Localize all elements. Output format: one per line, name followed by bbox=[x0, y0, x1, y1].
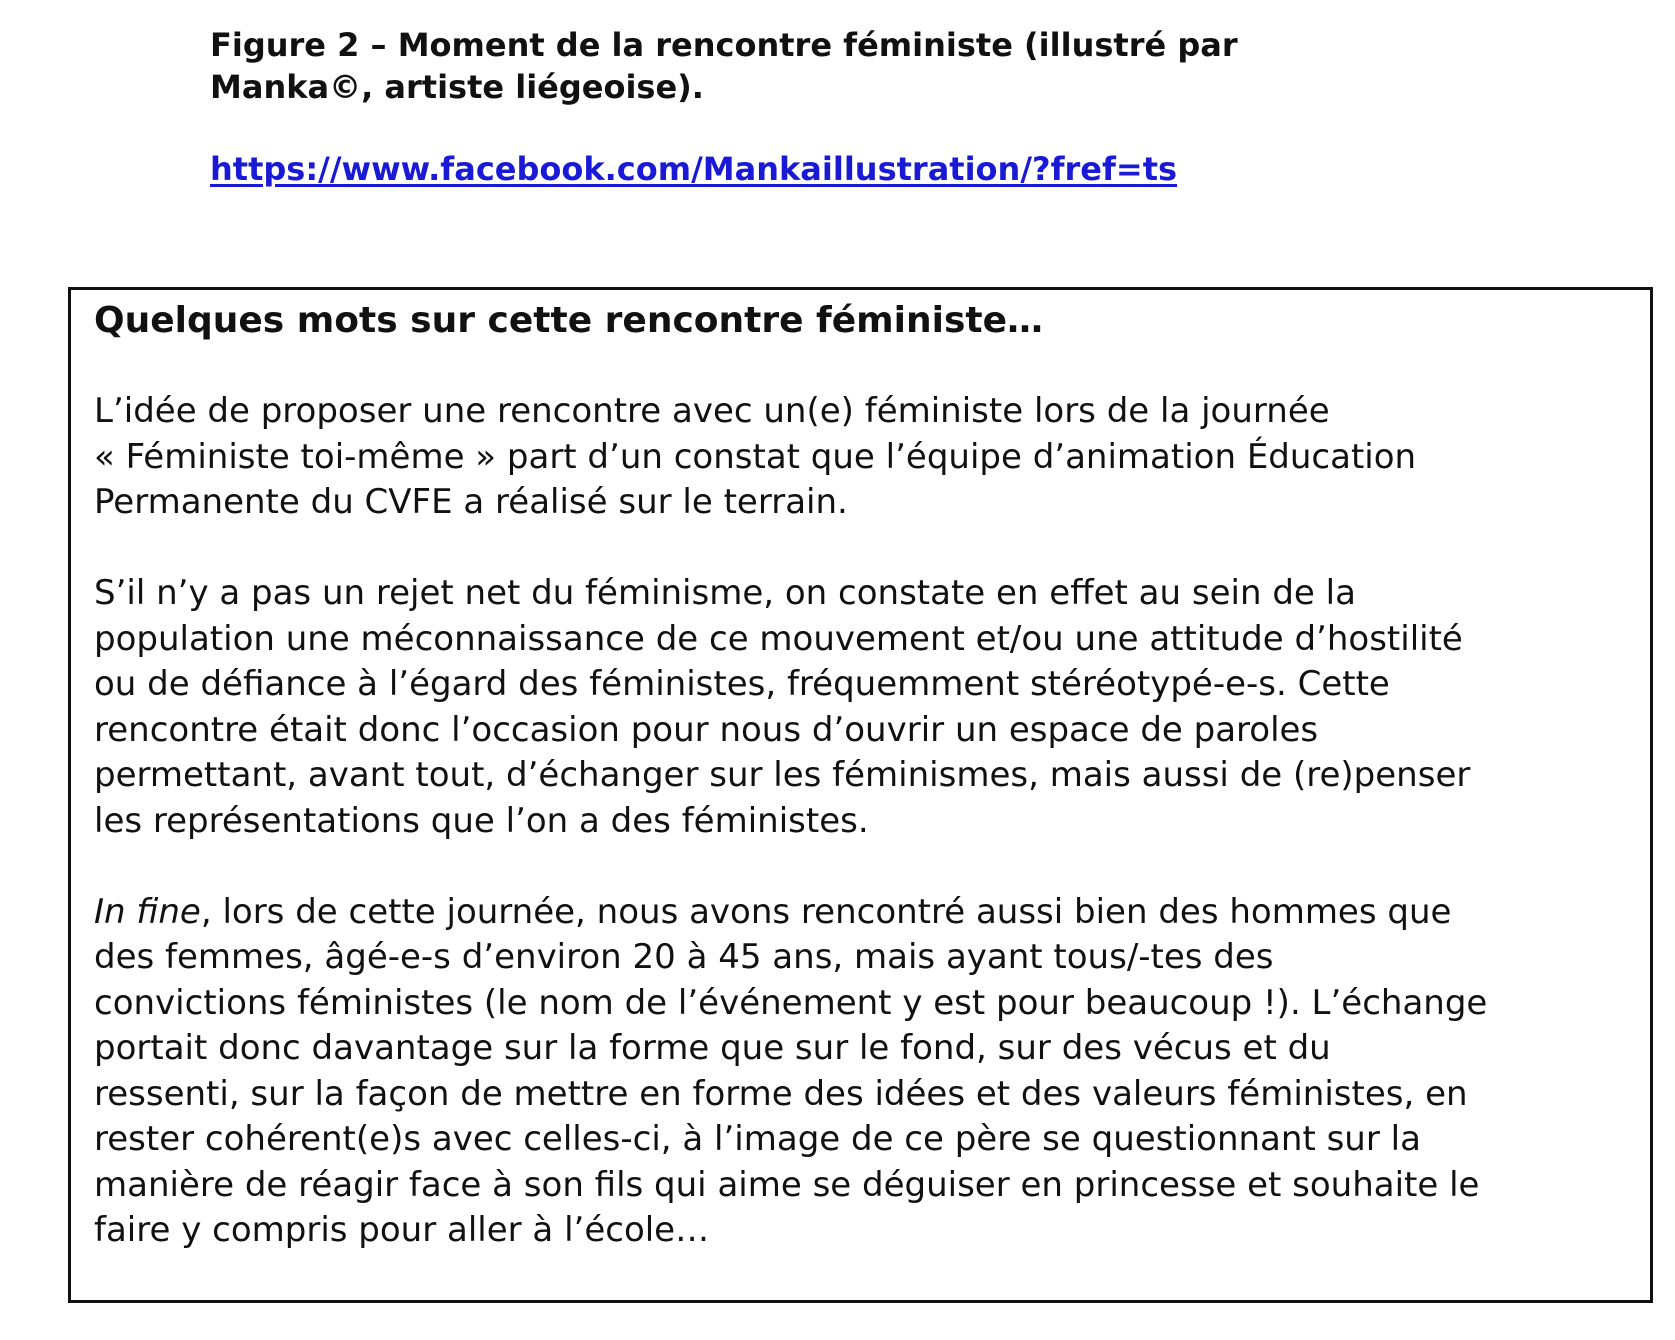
artist-facebook-link[interactable]: https://www.facebook.com/Mankaillustration/?fref=ts bbox=[210, 150, 1178, 188]
latin-emphasis: In fine bbox=[94, 891, 201, 932]
paragraph-line: S’il n’y a pas un rejet net du féminisme, on constate en effet au sein de la bbox=[94, 573, 1356, 613]
paragraph-line: population une méconnaissance de ce mouvement et/ou une attitude d’hostilité bbox=[94, 618, 1463, 659]
paragraph-line: « Féministe toi-même » part d’un constat que l’équipe d’animation Éducation bbox=[94, 436, 1417, 477]
paragraph-line: rester cohérent(e)s avec celles-ci, à l’image de ce père se questionnant sur la bbox=[94, 1119, 1421, 1159]
paragraph-line: Permanente du CVFE a réalisé sur le terrain. bbox=[94, 482, 848, 522]
paragraph-line: les représentations que l’on a des féministes. bbox=[94, 800, 869, 841]
box-title: Quelques mots sur cette rencontre féministe… bbox=[94, 300, 1044, 341]
paragraph-line: manière de réagir face à son fils qui aime se déguiser en princesse et souhaite le bbox=[94, 1164, 1480, 1205]
caption-line-1: Figure 2 – Moment de la rencontre féministe (illustré par bbox=[210, 26, 1238, 64]
info-box bbox=[68, 287, 1653, 1303]
figure-caption bbox=[210, 24, 1410, 190]
paragraph-line bbox=[94, 890, 1640, 936]
paragraph-3 bbox=[94, 890, 1640, 1254]
paragraph-line: rencontre était donc l’occasion pour nous d’ouvrir un espace de paroles bbox=[94, 709, 1319, 750]
paragraph-line-rest: , lors de cette journée, nous avons rencontré aussi bien des hommes que bbox=[200, 891, 1452, 932]
paragraph-line: portait donc davantage sur la forme que sur le fond, sur des vécus et du bbox=[94, 1028, 1331, 1068]
paragraph-1 bbox=[94, 389, 1640, 526]
paragraph-2 bbox=[94, 571, 1640, 844]
caption-line-2: Manka©, artiste liégeoise). bbox=[210, 68, 704, 106]
paragraph-line: des femmes, âgé-e-s d’environ 20 à 45 ans, mais ayant tous/-tes des bbox=[94, 937, 1274, 977]
paragraph-line: L’idée de proposer une rencontre avec un(e) féministe lors de la journée bbox=[94, 391, 1330, 431]
paragraph-line: faire y compris pour aller à l’école… bbox=[94, 1210, 710, 1250]
paragraph-line: convictions féministes (le nom de l’événement y est pour beaucoup !). L’échange bbox=[94, 982, 1488, 1023]
paragraph-line: ou de défiance à l’égard des féministes, fréquemment stéréotypé-e-s. Cette bbox=[94, 664, 1390, 704]
paragraph-line: permettant, avant tout, d’échanger sur les féminismes, mais aussi de (re)penser bbox=[94, 755, 1471, 795]
paragraph-line: ressenti, sur la façon de mettre en forme des idées et des valeurs féministes, en bbox=[94, 1073, 1468, 1114]
